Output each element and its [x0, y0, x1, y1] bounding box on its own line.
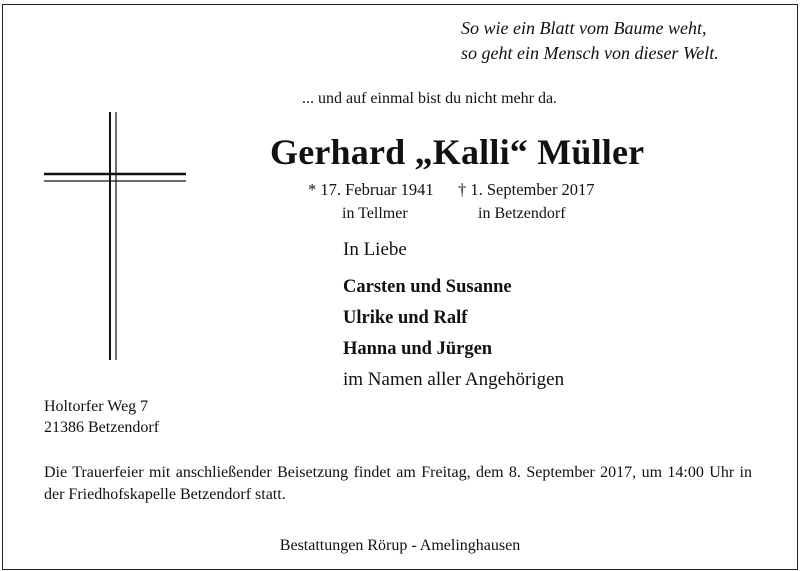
address-street: Holtorfer Weg 7	[44, 398, 149, 415]
address-city: 21386 Betzendorf	[44, 419, 160, 436]
death-date: † 1. September 2017	[458, 180, 595, 199]
mourner-name: Hanna und Jürgen	[343, 339, 493, 359]
funeral-notice: Die Trauerfeier mit anschließender Beisetzung findet am Freitag, dem 8. September 2017, um 14:00 Uhr in der Friedhofskapelle Betzendorf statt.	[44, 464, 752, 503]
birth-date: * 17. Februar 1941	[308, 180, 434, 199]
cross-icon	[40, 110, 190, 362]
poem-line-1: So wie ein Blatt vom Baume weht,	[461, 18, 707, 38]
death-place: in Betzendorf	[478, 205, 566, 222]
deceased-name: Gerhard „Kalli“ Müller	[270, 132, 645, 172]
mourner-name: Ulrike und Ralf	[343, 308, 468, 328]
mourners-closing: im Namen aller Angehörigen	[343, 369, 565, 390]
poem	[461, 16, 719, 66]
intro-line: ... und auf einmal bist du nicht mehr da.	[302, 90, 558, 107]
mourners-intro: In Liebe	[343, 239, 407, 260]
birth-place: in Tellmer	[342, 205, 408, 222]
mourner-name: Carsten und Susanne	[343, 277, 512, 297]
funeral-home: Bestattungen Rörup - Amelinghausen	[279, 537, 521, 554]
poem-line-2: so geht ein Mensch von dieser Welt.	[461, 43, 719, 63]
